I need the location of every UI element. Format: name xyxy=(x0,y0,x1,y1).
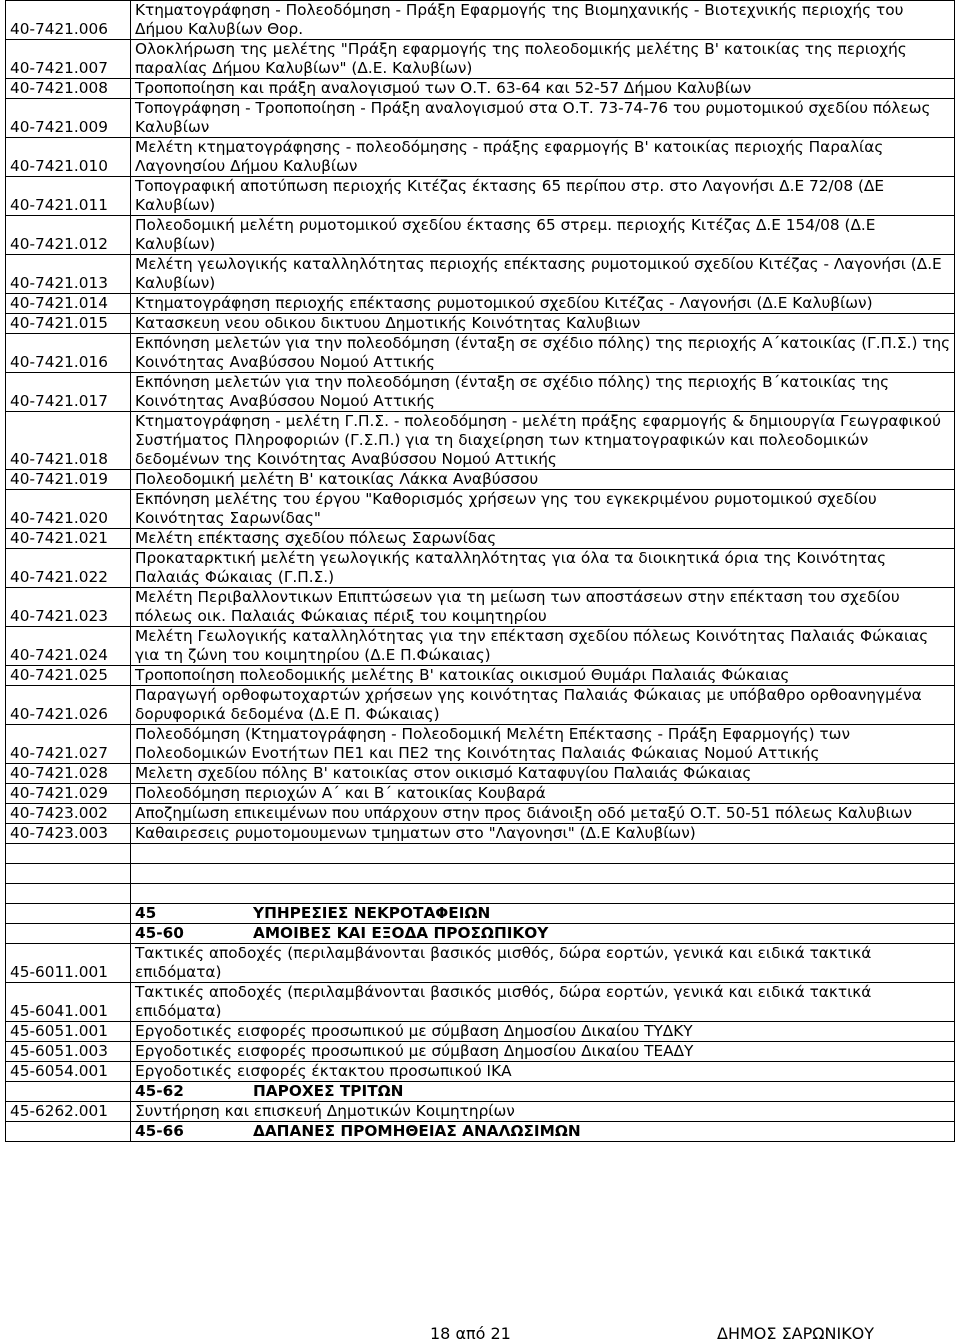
table-row xyxy=(6,79,955,99)
budget-sheet xyxy=(5,0,955,1142)
account-code: 45-6054.001 xyxy=(6,1062,131,1082)
table-row xyxy=(6,686,955,725)
account-description: Εκπόνηση μελετών για την πολεοδόμηση (ένταξη σε σχέδιο πόλης) της περιοχής Α΄κατοικίας (Γ.Π.Σ.) της Κοινότητας Αναβύσσου Νομού Αττικής xyxy=(131,334,955,373)
account-description: Πολεοδομική μελέτη ρυμοτομικού σχεδίου έκτασης 65 στρεμ. περιοχής Κιτέζας Δ.Ε 154/08 (Δ.Ε Καλυβίων) xyxy=(131,216,955,255)
group-code: 45-62 xyxy=(135,1082,184,1100)
table-row xyxy=(6,944,955,983)
account-description: Καθαιρεσεις ρυμοτομουμενων τμηματων στο "Λαγονησι" (Δ.Ε Καλυβίων) xyxy=(131,824,955,844)
account-code: 40-7421.015 xyxy=(6,314,131,334)
account-description: Συντήρηση και επισκευή Δημοτικών Κοιμητηρίων xyxy=(131,1102,955,1122)
group-title: ΔΑΠΑΝΕΣ ΠΡΟΜΗΘΕΙΑΣ ΑΝΑΛΩΣΙΜΩΝ xyxy=(253,1122,581,1140)
group-45-66 xyxy=(6,1122,955,1142)
table-row xyxy=(6,1102,955,1122)
page-number: 18 από 21 xyxy=(430,1324,511,1343)
group-code: 45-60 xyxy=(135,924,184,942)
account-code: 40-7421.029 xyxy=(6,784,131,804)
table-row xyxy=(6,40,955,79)
account-description: Μελέτη επέκτασης σχεδίου πόλεως Σαρωνίδας xyxy=(131,529,955,549)
group-heading-row xyxy=(6,1122,955,1142)
account-description: Μελέτη γεωλογικής καταλληλότητας περιοχής επέκτασης ρυμοτομικού σχεδίου Κιτέζας - Λαγονήσι (Δ.Ε Καλυβίων) xyxy=(131,255,955,294)
account-code: 40-7421.023 xyxy=(6,588,131,627)
account-description: Προκαταρκτική μελέτη γεωλογικής καταλληλότητας για όλα τα διοικητικά όρια της Κοινότητας Παλαιάς Φώκαιας (Γ.Π.Σ.) xyxy=(131,549,955,588)
account-description: Τοπογραφική αποτύπωση περιοχής Κιτέζας έκτασης 65 περίπου στρ. στο Λαγονήσι Δ.Ε 72/08 (ΔΕ Καλυβίων) xyxy=(131,177,955,216)
spacer-rows xyxy=(6,844,955,904)
account-code: 45-6041.001 xyxy=(6,983,131,1022)
account-description: Κατασκευη νεου οδικου δικτυου Δημοτικής Κοινότητας Καλυβιων xyxy=(131,314,955,334)
account-code: 45-6051.003 xyxy=(6,1042,131,1062)
account-description: Εργοδοτικές εισφορές προσωπικού με σύμβαση Δημοσίου Δικαίου ΤΥΔΚΥ xyxy=(131,1022,955,1042)
account-description: Τοπογράφηση - Τροποποίηση - Πράξη αναλογισμού στα Ο.Τ. 73-74-76 του ρυμοτομικού σχεδίου πόλεως Καλυβίων xyxy=(131,99,955,138)
account-code: 40-7421.010 xyxy=(6,138,131,177)
section-code: 45 xyxy=(135,904,157,922)
account-code: 40-7421.013 xyxy=(6,255,131,294)
table-row xyxy=(6,784,955,804)
table-row xyxy=(6,412,955,470)
table-row xyxy=(6,529,955,549)
blank-row xyxy=(6,844,955,864)
account-code: 45-6051.001 xyxy=(6,1022,131,1042)
account-description: Πολεοδόμηση περιοχών Α΄ και Β΄ κατοικίας Κουβαρά xyxy=(131,784,955,804)
account-description: Εκπόνηση μελέτης του έργου "Καθορισμός χρήσεων γης του εγκεκριμένου ρυμοτομικού σχεδίου Κοινότητας Σαρωνίδας" xyxy=(131,490,955,529)
group-title: ΑΜΟΙΒΕΣ ΚΑΙ ΕΞΟΔΑ ΠΡΟΣΩΠΙΚΟΥ xyxy=(253,924,549,942)
group-title: ΠΑΡΟΧΕΣ ΤΡΙΤΩΝ xyxy=(253,1082,404,1100)
account-code: 40-7421.027 xyxy=(6,725,131,764)
account-code: 40-7421.016 xyxy=(6,334,131,373)
table-row xyxy=(6,824,955,844)
account-code: 40-7421.017 xyxy=(6,373,131,412)
account-description: Πολεοδόμηση (Κτηματογράφηση - Πολεοδομική Μελέτη Επέκτασης - Πράξη Εφαρμογής) των Πολεοδομικών Ενοτήτων ΠΕ1 και ΠΕ2 της Κοινότητας Παλαιάς Φώκαιας Νομού Αττικής xyxy=(131,725,955,764)
account-description: Κτηματογράφηση - μελέτη Γ.Π.Σ. - πολεοδόμηση - μελέτη πράξης εφαρμογής & δημιουργία Γεωγραφικού Συστήματος Πληροφοριών (Γ.Σ.Π.) για τη διαχείρηση των κτηματογραφικών και πολεοδομικών δεδομένων της Κοινότητας Αναβύσσου Νομού Αττικής xyxy=(131,412,955,470)
table-row xyxy=(6,314,955,334)
group-code: 45-66 xyxy=(135,1122,184,1140)
group-45-62 xyxy=(6,1082,955,1102)
section-heading-row xyxy=(6,904,955,924)
account-description: Παραγωγή ορθοφωτοχαρτών χρήσεων γης κοινότητας Παλαιάς Φώκαιας με υπόβαθρο ορθοανηγμένα δορυφορικά δεδομένα (Δ.Ε Π. Φώκαιας) xyxy=(131,686,955,725)
table-row xyxy=(6,627,955,666)
table-row xyxy=(6,255,955,294)
table-row xyxy=(6,177,955,216)
account-code: 40-7421.021 xyxy=(6,529,131,549)
account-code: 40-7421.008 xyxy=(6,79,131,99)
account-description: Τροποποίηση πολεοδομικής μελέτης Β' κατοικίας οικισμού Θυμάρι Παλαιάς Φώκαιας xyxy=(131,666,955,686)
account-code: 40-7421.014 xyxy=(6,294,131,314)
blank-row xyxy=(6,884,955,904)
table-row xyxy=(6,1022,955,1042)
section-40-rows xyxy=(6,1,955,844)
table-row xyxy=(6,334,955,373)
account-code: 40-7421.026 xyxy=(6,686,131,725)
account-code: 40-7421.006 xyxy=(6,1,131,40)
table-row xyxy=(6,549,955,588)
account-code: 40-7421.007 xyxy=(6,40,131,79)
table-row xyxy=(6,804,955,824)
account-description: Μελέτη κτηματογράφησης - πολεοδόμησης - πράξης εφαρμογής Β' κατοικίας περιοχής Παραλίας Λαγονησίου Δήμου Καλυβίων xyxy=(131,138,955,177)
account-description: Κτηματογράφηση - Πολεοδόμηση - Πράξη Εφαρμογής της Βιομηχανικής - Βιοτεχνικής περιοχής του Δήμου Καλυβίων Θορ. xyxy=(131,1,955,40)
account-description: Εργοδοτικές εισφορές προσωπικού με σύμβαση Δημοσίου Δικαίου ΤΕΑΔΥ xyxy=(131,1042,955,1062)
account-code: 40-7421.018 xyxy=(6,412,131,470)
group-heading-row xyxy=(6,1082,955,1102)
account-code: 40-7421.022 xyxy=(6,549,131,588)
table-row xyxy=(6,588,955,627)
organization-name: ΔΗΜΟΣ ΣΑΡΩΝΙΚΟΥ xyxy=(717,1324,875,1343)
account-description: Μελετη σχεδίου πόλης Β' κατοικίας στον οικισμό Καταφυγίου Παλαιάς Φώκαιας xyxy=(131,764,955,784)
table-row xyxy=(6,666,955,686)
account-description: Τακτικές αποδοχές (περιλαμβάνονται βασικός μισθός, δώρα εορτών, γενικά και ειδικά τακτικά επιδόματα) xyxy=(131,944,955,983)
account-code: 40-7423.003 xyxy=(6,824,131,844)
account-description: Κτηματογράφηση περιοχής επέκτασης ρυμοτομικού σχεδίου Κιτέζας - Λαγονήσι (Δ.Ε Καλυβίων) xyxy=(131,294,955,314)
account-description: Ολοκλήρωση της μελέτης "Πράξη εφαρμογής της πολεοδομικής μελέτης Β' κατοικίας της περιοχής παραλίας Δήμου Καλυβίων" (Δ.Ε. Καλυβίων) xyxy=(131,40,955,79)
table-row xyxy=(6,470,955,490)
table-row xyxy=(6,1,955,40)
group-45-60-rows xyxy=(6,944,955,1082)
account-code: 40-7421.019 xyxy=(6,470,131,490)
account-code: 40-7421.028 xyxy=(6,764,131,784)
account-description: Αποζημίωση επικειμένων που υπάρχουν στην προς διάνοιξη οδό μεταξύ Ο.Τ. 50-51 πόλεως Καλυβιων xyxy=(131,804,955,824)
account-code: 40-7421.025 xyxy=(6,666,131,686)
account-code: 40-7421.020 xyxy=(6,490,131,529)
group-45-62-rows xyxy=(6,1102,955,1122)
section-45 xyxy=(6,904,955,944)
group-heading-row xyxy=(6,924,955,944)
page-footer xyxy=(0,1322,960,1344)
account-description: Μελέτη Γεωλογικής καταλληλότητας για την επέκταση σχεδίου πόλεως Κοινότητας Παλαιάς Φώκαιας για τη ζώνη του κοιμητηρίου (Δ.Ε Π.Φώκαιας) xyxy=(131,627,955,666)
table-row xyxy=(6,725,955,764)
table-row xyxy=(6,373,955,412)
account-code: 40-7423.002 xyxy=(6,804,131,824)
blank-row xyxy=(6,864,955,884)
account-code: 45-6262.001 xyxy=(6,1102,131,1122)
account-code: 40-7421.009 xyxy=(6,99,131,138)
account-description: Πολεοδομική μελέτη Β' κατοικίας Λάκκα Αναβύσσου xyxy=(131,470,955,490)
budget-table xyxy=(5,0,955,1142)
account-code: 45-6011.001 xyxy=(6,944,131,983)
account-code: 40-7421.024 xyxy=(6,627,131,666)
table-row xyxy=(6,764,955,784)
account-code: 40-7421.012 xyxy=(6,216,131,255)
table-row xyxy=(6,1042,955,1062)
table-row xyxy=(6,99,955,138)
account-description: Μελέτη Περιβαλλοντικων Επιπτώσεων για τη μείωση των αποστάσεων στην επέκταση του σχεδίου πόλεως οικ. Παλαιάς Φώκαιας πέριξ του κοιμητηρίου xyxy=(131,588,955,627)
table-row xyxy=(6,1062,955,1082)
account-description: Τροποποίηση και πράξη αναλογισμού των Ο.Τ. 63-64 και 52-57 Δήμου Καλυβίων xyxy=(131,79,955,99)
account-description: Εκπόνηση μελετών για την πολεοδόμηση (ένταξη σε σχέδιο πόλης) της περιοχής Β΄κατοικίας της Κοινότητας Αναβύσσου Νομού Αττικής xyxy=(131,373,955,412)
table-row xyxy=(6,216,955,255)
account-code: 40-7421.011 xyxy=(6,177,131,216)
table-row xyxy=(6,983,955,1022)
table-row xyxy=(6,294,955,314)
account-description: Τακτικές αποδοχές (περιλαμβάνονται βασικός μισθός, δώρα εορτών, γενικά και ειδικά τακτικά επιδόματα) xyxy=(131,983,955,1022)
table-row xyxy=(6,138,955,177)
account-description: Εργοδοτικές εισφορές έκτακτου προσωπικού ΙΚΑ xyxy=(131,1062,955,1082)
section-title: ΥΠΗΡΕΣΙΕΣ ΝΕΚΡΟΤΑΦΕΙΩΝ xyxy=(253,904,491,922)
table-row xyxy=(6,490,955,529)
